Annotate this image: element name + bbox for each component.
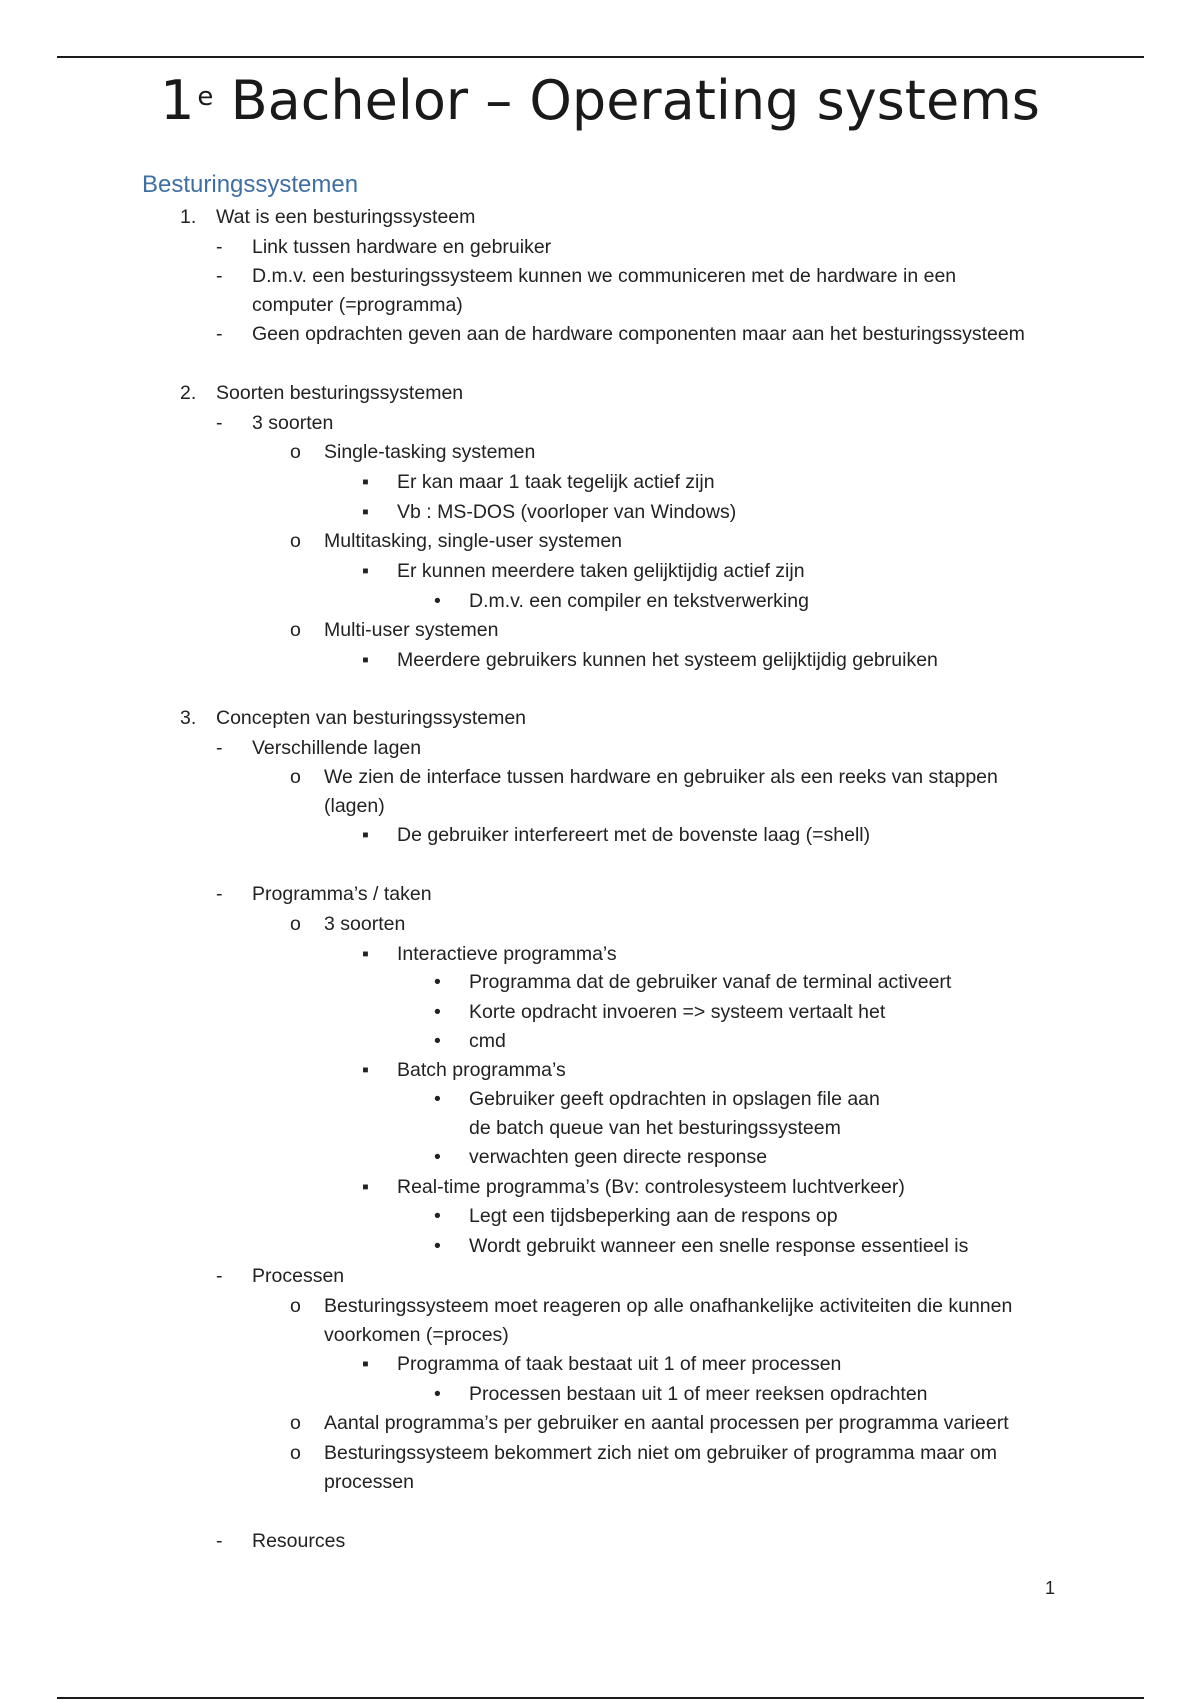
list-item: Processen bestaan uit 1 of meer reeksen opdrachten — [469, 1383, 928, 1405]
list-number: 3. — [180, 707, 197, 729]
square-bullet: ▪ — [362, 1353, 369, 1375]
list-item-continuation: de batch queue van het besturingssysteem — [469, 1117, 841, 1139]
list-number: 2. — [180, 382, 197, 404]
square-bullet: ▪ — [362, 501, 369, 523]
dash-bullet: - — [216, 1265, 223, 1287]
dot-bullet: • — [434, 1205, 441, 1227]
circle-bullet: o — [290, 766, 301, 788]
list-item: Wat is een besturingssysteem — [216, 206, 476, 228]
dash-bullet: - — [216, 883, 223, 905]
list-item: Er kan maar 1 taak tegelijk actief zijn — [397, 471, 715, 493]
dash-bullet: - — [216, 265, 223, 287]
circle-bullet: o — [290, 530, 301, 552]
circle-bullet: o — [290, 1442, 301, 1464]
bottom-rule — [57, 1697, 1144, 1699]
square-bullet: ▪ — [362, 943, 369, 965]
list-number: 1. — [180, 206, 197, 228]
list-item: Geen opdrachten geven aan de hardware componenten maar aan het besturingssysteem — [252, 323, 1025, 345]
list-item-continuation: (lagen) — [324, 795, 385, 817]
list-item: Concepten van besturingssystemen — [216, 707, 527, 729]
list-item: Besturingssysteem moet reageren op alle onafhankelijke activiteiten die kunnen — [324, 1295, 1013, 1317]
list-item: Programma of taak bestaat uit 1 of meer processen — [397, 1353, 842, 1375]
list-item: D.m.v. een besturingssysteem kunnen we communiceren met de hardware in een — [252, 265, 957, 287]
dash-bullet: - — [216, 323, 223, 345]
list-item: Soorten besturingssystemen — [216, 382, 464, 404]
dot-bullet: • — [434, 1001, 441, 1023]
dot-bullet: • — [434, 971, 441, 993]
list-item: Legt een tijdsbeperking aan de respons op — [469, 1205, 838, 1227]
list-item: Multitasking, single-user systemen — [324, 530, 623, 552]
dash-bullet: - — [216, 737, 223, 759]
page-number: 1 — [1045, 1578, 1056, 1598]
dot-bullet: • — [434, 1235, 441, 1257]
list-item: Meerdere gebruikers kunnen het systeem gelijktijdig gebruiken — [397, 649, 938, 671]
dot-bullet: • — [434, 1146, 441, 1168]
dash-bullet: - — [216, 236, 223, 258]
list-item: Processen — [252, 1265, 345, 1287]
list-item-continuation: computer (=programma) — [252, 294, 463, 316]
dash-bullet: - — [216, 1530, 223, 1552]
square-bullet: ▪ — [362, 649, 369, 671]
list-item: Multi-user systemen — [324, 619, 499, 641]
list-item: Programma’s / taken — [252, 883, 432, 905]
list-item: Besturingssysteem bekommert zich niet om gebruiker of programma maar om — [324, 1442, 997, 1464]
list-item: Korte opdracht invoeren => systeem vertaalt het — [469, 1001, 886, 1023]
list-item: Single-tasking systemen — [324, 441, 536, 463]
list-item-continuation: voorkomen (=proces) — [324, 1324, 509, 1346]
list-item: De gebruiker interfereert met de bovenste laag (=shell) — [397, 824, 871, 846]
document-title: 1 $^e$ Bachelor – Operating systems — [160, 69, 1040, 132]
circle-bullet: o — [290, 619, 301, 641]
square-bullet: ▪ — [362, 1176, 369, 1198]
list-item: Er kunnen meerdere taken gelijktijdig actief zijn — [397, 560, 805, 582]
list-item: Vb : MS-DOS (voorloper van Windows) — [397, 501, 737, 523]
section-heading: Besturingssystemen — [142, 171, 359, 198]
circle-bullet: o — [290, 1295, 301, 1317]
dot-bullet: • — [434, 1030, 441, 1052]
list-item: 3 soorten — [324, 913, 406, 935]
list-item: cmd — [469, 1030, 506, 1052]
list-item: Wordt gebruikt wanneer een snelle response essentieel is — [469, 1235, 969, 1257]
square-bullet: ▪ — [362, 824, 369, 846]
top-rule — [57, 56, 1144, 58]
square-bullet: ▪ — [362, 560, 369, 582]
list-item: Real-time programma’s (Bv: controlesysteem luchtverkeer) — [397, 1176, 905, 1198]
list-item: Aantal programma’s per gebruiker en aantal processen per programma varieert — [324, 1412, 1009, 1434]
list-item: Programma dat de gebruiker vanaf de terminal activeert — [469, 971, 952, 993]
dash-bullet: - — [216, 412, 223, 434]
list-item: Interactieve programma’s — [397, 943, 617, 965]
dot-bullet: • — [434, 590, 441, 612]
circle-bullet: o — [290, 441, 301, 463]
list-item: Resources — [252, 1530, 346, 1552]
circle-bullet: o — [290, 1412, 301, 1434]
square-bullet: ▪ — [362, 1059, 369, 1081]
list-item: Batch programma’s — [397, 1059, 566, 1081]
list-item-continuation: processen — [324, 1471, 414, 1493]
list-item: Gebruiker geeft opdrachten in opslagen file aan — [469, 1088, 880, 1110]
list-item: D.m.v. een compiler en tekstverwerking — [469, 590, 809, 612]
circle-bullet: o — [290, 913, 301, 935]
list-item: verwachten geen directe response — [469, 1146, 768, 1168]
dot-bullet: • — [434, 1383, 441, 1405]
list-item: Link tussen hardware en gebruiker — [252, 236, 552, 258]
square-bullet: ▪ — [362, 471, 369, 493]
list-item: 3 soorten — [252, 412, 334, 434]
list-item: We zien de interface tussen hardware en gebruiker als een reeks van stappen — [324, 766, 998, 788]
dot-bullet: • — [434, 1088, 441, 1110]
list-item: Verschillende lagen — [252, 737, 422, 759]
